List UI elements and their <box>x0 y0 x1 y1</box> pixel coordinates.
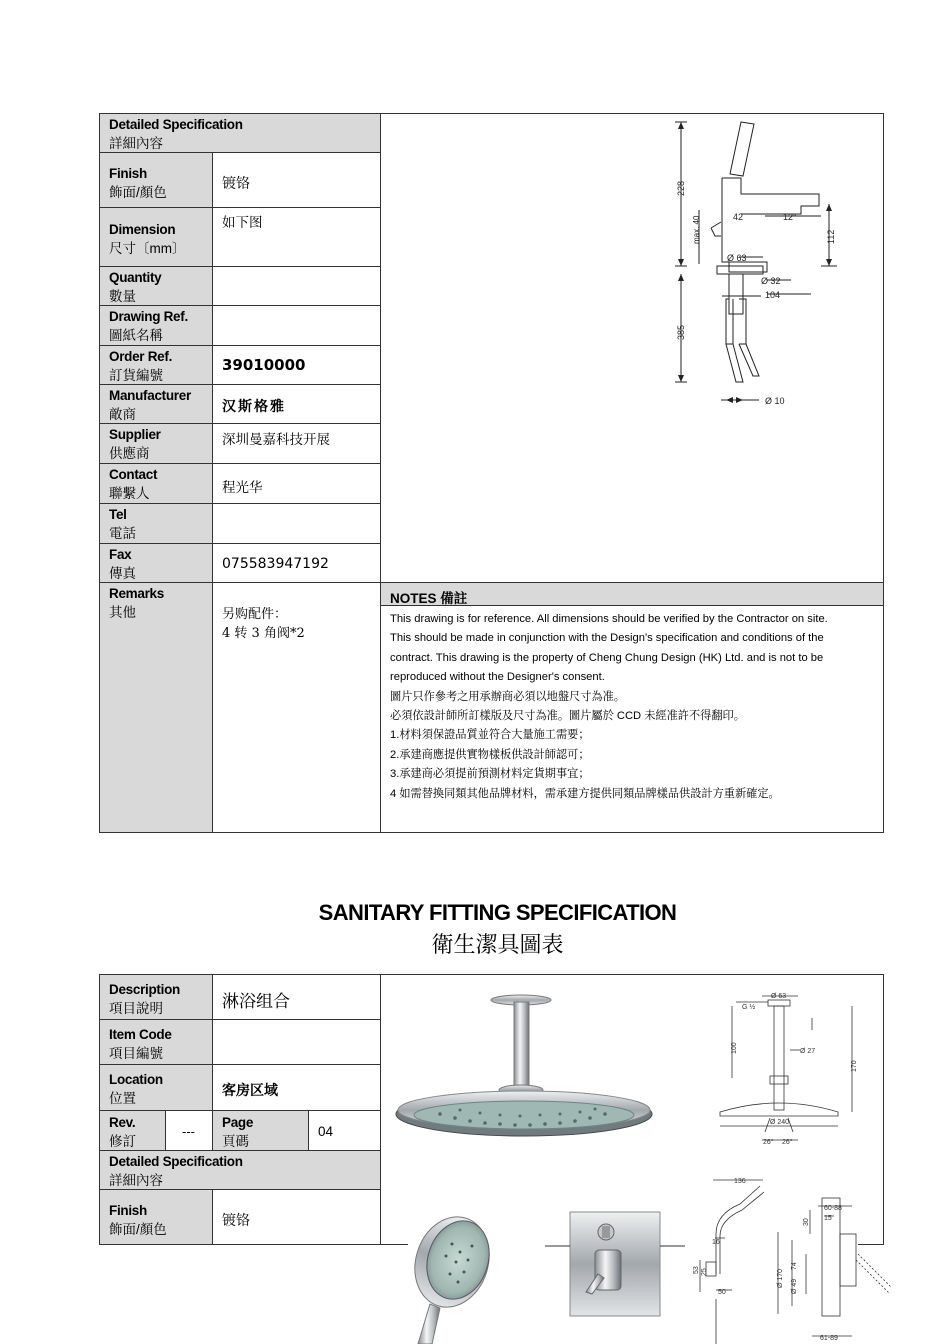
mixer-valve-photo <box>545 1212 685 1316</box>
manufacturer-value: 汉斯格雅 <box>222 398 286 414</box>
fax-label-en: Fax <box>109 547 132 562</box>
dim-112-label: 112 <box>826 229 836 244</box>
ov-d63-label: Ø 63 <box>771 993 787 1000</box>
mx-d49-label: Ø 49 <box>791 1278 798 1294</box>
dim-max40-label: max. 40 <box>692 215 701 244</box>
description-value: 淋浴组合 <box>222 992 290 1012</box>
finish-value-cell <box>212 152 381 208</box>
notes-title: NOTES 備註 <box>390 591 468 606</box>
hs-25-label: 25 <box>701 1268 708 1276</box>
notes-line: 必須依設計師所訂樣版及尺寸為准。圖片屬於 CCD 未經准許不得翻印。 <box>390 710 745 723</box>
order-ref-value: 39010000 <box>222 356 306 374</box>
notes-line: 圖片只作參考之用承辦商必須以地盤尺寸為准。 <box>390 690 625 703</box>
mx-6088-label: 60-88 <box>824 1205 842 1212</box>
quantity-value-cell <box>212 266 381 306</box>
finish-label-en: Finish <box>109 166 147 181</box>
rev-label-en: Rev. <box>109 1115 136 1130</box>
order-ref-value-cell <box>212 345 381 385</box>
contact-label <box>99 463 213 504</box>
dim-d32-label: Ø 32 <box>761 276 781 286</box>
location-value-cell <box>212 1064 381 1111</box>
ov-26b-label: 26° <box>782 1139 793 1146</box>
ov-170-label: 170 <box>851 1060 858 1072</box>
manufacturer-label <box>99 384 213 424</box>
finish-label-zh: 飾面/顏色 <box>109 185 167 200</box>
mx-d170-label: Ø 170 <box>777 1268 784 1288</box>
item-code-value-cell <box>212 1019 381 1065</box>
order-ref-label-en: Order Ref. <box>109 349 173 364</box>
quantity-label-en: Quantity <box>109 270 162 285</box>
mx-30-label: 30 <box>803 1218 810 1226</box>
page-title-zh: 衛生潔具圖表 <box>431 932 564 957</box>
hs-53-label: 53 <box>693 1266 700 1274</box>
notes-line: This drawing is for reference. All dimensions should be verified by the Contractor on site. <box>390 613 828 625</box>
remarks-line-1: 另购配件： <box>222 607 288 622</box>
notes-line: 3.承建商必須提前預測材料定貨期事宜； <box>390 768 590 781</box>
hs-16-label: 16 <box>712 1239 720 1246</box>
remarks-label-en: Remarks <box>109 586 164 601</box>
header-2-zh: 詳細內容 <box>109 1173 163 1188</box>
page-label-zh: 頁碼 <box>222 1134 249 1149</box>
location-value: 客房区域 <box>222 1082 278 1098</box>
remarks-label-zh: 其他 <box>109 605 136 620</box>
rev-label <box>99 1110 166 1151</box>
dim-d63-label: Ø 63 <box>727 253 747 263</box>
description-label <box>99 974 213 1020</box>
quantity-label-zh: 數量 <box>109 289 136 304</box>
dim-d10-label: Ø 10 <box>765 396 785 406</box>
dimension-label <box>99 207 213 267</box>
finish-value: 镀铬 <box>222 175 250 191</box>
supplier-label <box>99 423 213 464</box>
page-value-cell <box>308 1110 381 1151</box>
header-2-en: Detailed Specification <box>109 1154 243 1169</box>
drawing-ref-label-zh: 圖紙名稱 <box>109 328 163 343</box>
contact-label-zh: 聯繫人 <box>109 486 150 501</box>
dimension-value-cell <box>212 207 381 267</box>
ov-d240-label: Ø 240 <box>770 1119 790 1126</box>
page-value: 04 <box>318 1124 334 1139</box>
dimension-label-en: Dimension <box>109 222 176 237</box>
dim-385-label: 385 <box>676 324 686 340</box>
notes-line: 4 如需替換同類其他品牌材料，需承建方提供同類品牌樣品供設計方重新確定。 <box>390 787 780 800</box>
description-label-zh: 項目說明 <box>109 1001 163 1016</box>
ov-100-label: 100 <box>731 1042 738 1054</box>
supplier-label-en: Supplier <box>109 427 161 442</box>
description-value-cell <box>212 974 381 1020</box>
fax-label-zh: 傳真 <box>109 566 136 581</box>
location-label-en: Location <box>109 1072 163 1087</box>
item-code-label <box>99 1019 213 1065</box>
dim-104-label: 104 <box>765 290 781 300</box>
shower-set-illustration <box>380 974 950 1344</box>
hand-shower-drawing <box>700 1180 764 1344</box>
tel-label-en: Tel <box>109 507 127 522</box>
supplier-label-zh: 供應商 <box>109 446 150 461</box>
ov-d27-label: Ø 27 <box>800 1048 816 1055</box>
faucet-drawing-cell <box>380 113 884 583</box>
order-ref-label <box>99 345 213 385</box>
mx-74-label: 74 <box>791 1262 798 1270</box>
dimension-label-zh: 尺寸〔mm〕 <box>109 241 186 256</box>
drawing-ref-label <box>99 305 213 346</box>
notes-line: This should be made in conjunction with the Design's specification and conditions of the <box>390 632 824 645</box>
ov-26a-label: 26° <box>763 1139 774 1146</box>
mx-15-label: 15 <box>824 1215 832 1222</box>
manufacturer-value-cell <box>212 384 381 424</box>
remarks-label <box>99 582 213 833</box>
contact-value: 程光华 <box>222 480 263 496</box>
hs-50-label: 50 <box>718 1289 726 1296</box>
rev-value: --- <box>182 1124 195 1139</box>
dim-12-label: 12° <box>783 212 797 222</box>
rev-value-cell <box>165 1110 213 1151</box>
detailed-spec-header <box>99 113 381 153</box>
fax-value-cell <box>212 543 381 583</box>
page-label-en: Page <box>222 1115 254 1130</box>
tel-value-cell <box>212 503 381 544</box>
quantity-label <box>99 266 213 306</box>
hand-shower-photo <box>404 1207 501 1344</box>
notes-header <box>380 582 884 606</box>
page-label <box>212 1110 309 1151</box>
fax-label <box>99 543 213 583</box>
notes-body <box>380 605 884 833</box>
hs-136-label: 136 <box>734 1178 746 1185</box>
ov-g12-label: G ½ <box>742 1004 756 1011</box>
drawing-ref-label-en: Drawing Ref. <box>109 309 188 324</box>
location-label <box>99 1064 213 1111</box>
notes-line: reproduced without the Designer's consent. <box>390 671 605 684</box>
drawing-ref-value-cell <box>212 305 381 346</box>
item-code-label-en: Item Code <box>109 1027 172 1042</box>
tel-label-zh: 電話 <box>109 526 136 541</box>
dimension-value: 如下图 <box>222 215 263 231</box>
dim-42-label: 42 <box>733 212 744 222</box>
tel-label <box>99 503 213 544</box>
remarks-value-cell <box>212 582 381 833</box>
header-en: Detailed Specification <box>109 117 243 132</box>
mx-6189-label: 61-89 <box>820 1335 838 1342</box>
supplier-value-cell <box>212 423 381 464</box>
rev-label-zh: 修訂 <box>109 1134 136 1149</box>
finish-value-cell-2 <box>212 1189 381 1245</box>
header-zh: 詳細內容 <box>109 136 163 151</box>
notes-line: 1.材料須保證品質並符合大量施工需要； <box>390 729 590 742</box>
finish-label <box>99 152 213 208</box>
order-ref-label-zh: 訂貨編號 <box>109 368 163 383</box>
location-label-zh: 位置 <box>109 1091 136 1106</box>
supplier-value: 深圳曼嘉科技开展 <box>222 432 330 448</box>
finish-2-label-zh: 飾面/顏色 <box>109 1222 167 1237</box>
manufacturer-label-zh: 敵商 <box>109 407 136 422</box>
description-label-en: Description <box>109 982 180 997</box>
contact-value-cell <box>212 463 381 504</box>
remarks-line-2: 4 转 3 角阀*2 <box>222 626 305 641</box>
contact-label-en: Contact <box>109 467 158 482</box>
overhead-shower-photo <box>396 995 652 1136</box>
fax-value: 075583947192 <box>222 556 329 572</box>
finish-label-2 <box>99 1189 213 1245</box>
detailed-spec-header-2 <box>99 1150 381 1190</box>
page-title-en: SANITARY FITTING SPECIFICATION <box>318 900 677 925</box>
manufacturer-label-en: Manufacturer <box>109 388 191 403</box>
finish-2-value: 镀铬 <box>222 1212 250 1228</box>
item-code-label-zh: 項目編號 <box>109 1046 163 1061</box>
finish-2-label-en: Finish <box>109 1203 147 1218</box>
faucet-technical-drawing <box>381 114 883 582</box>
notes-line: contract. This drawing is the property of Cheng Chung Design (HK) Ltd. and is not to be <box>390 651 824 664</box>
notes-line: 2.承建商應提供實物樣板供設計師認可； <box>390 748 590 761</box>
dim-228-label: 228 <box>676 180 686 196</box>
